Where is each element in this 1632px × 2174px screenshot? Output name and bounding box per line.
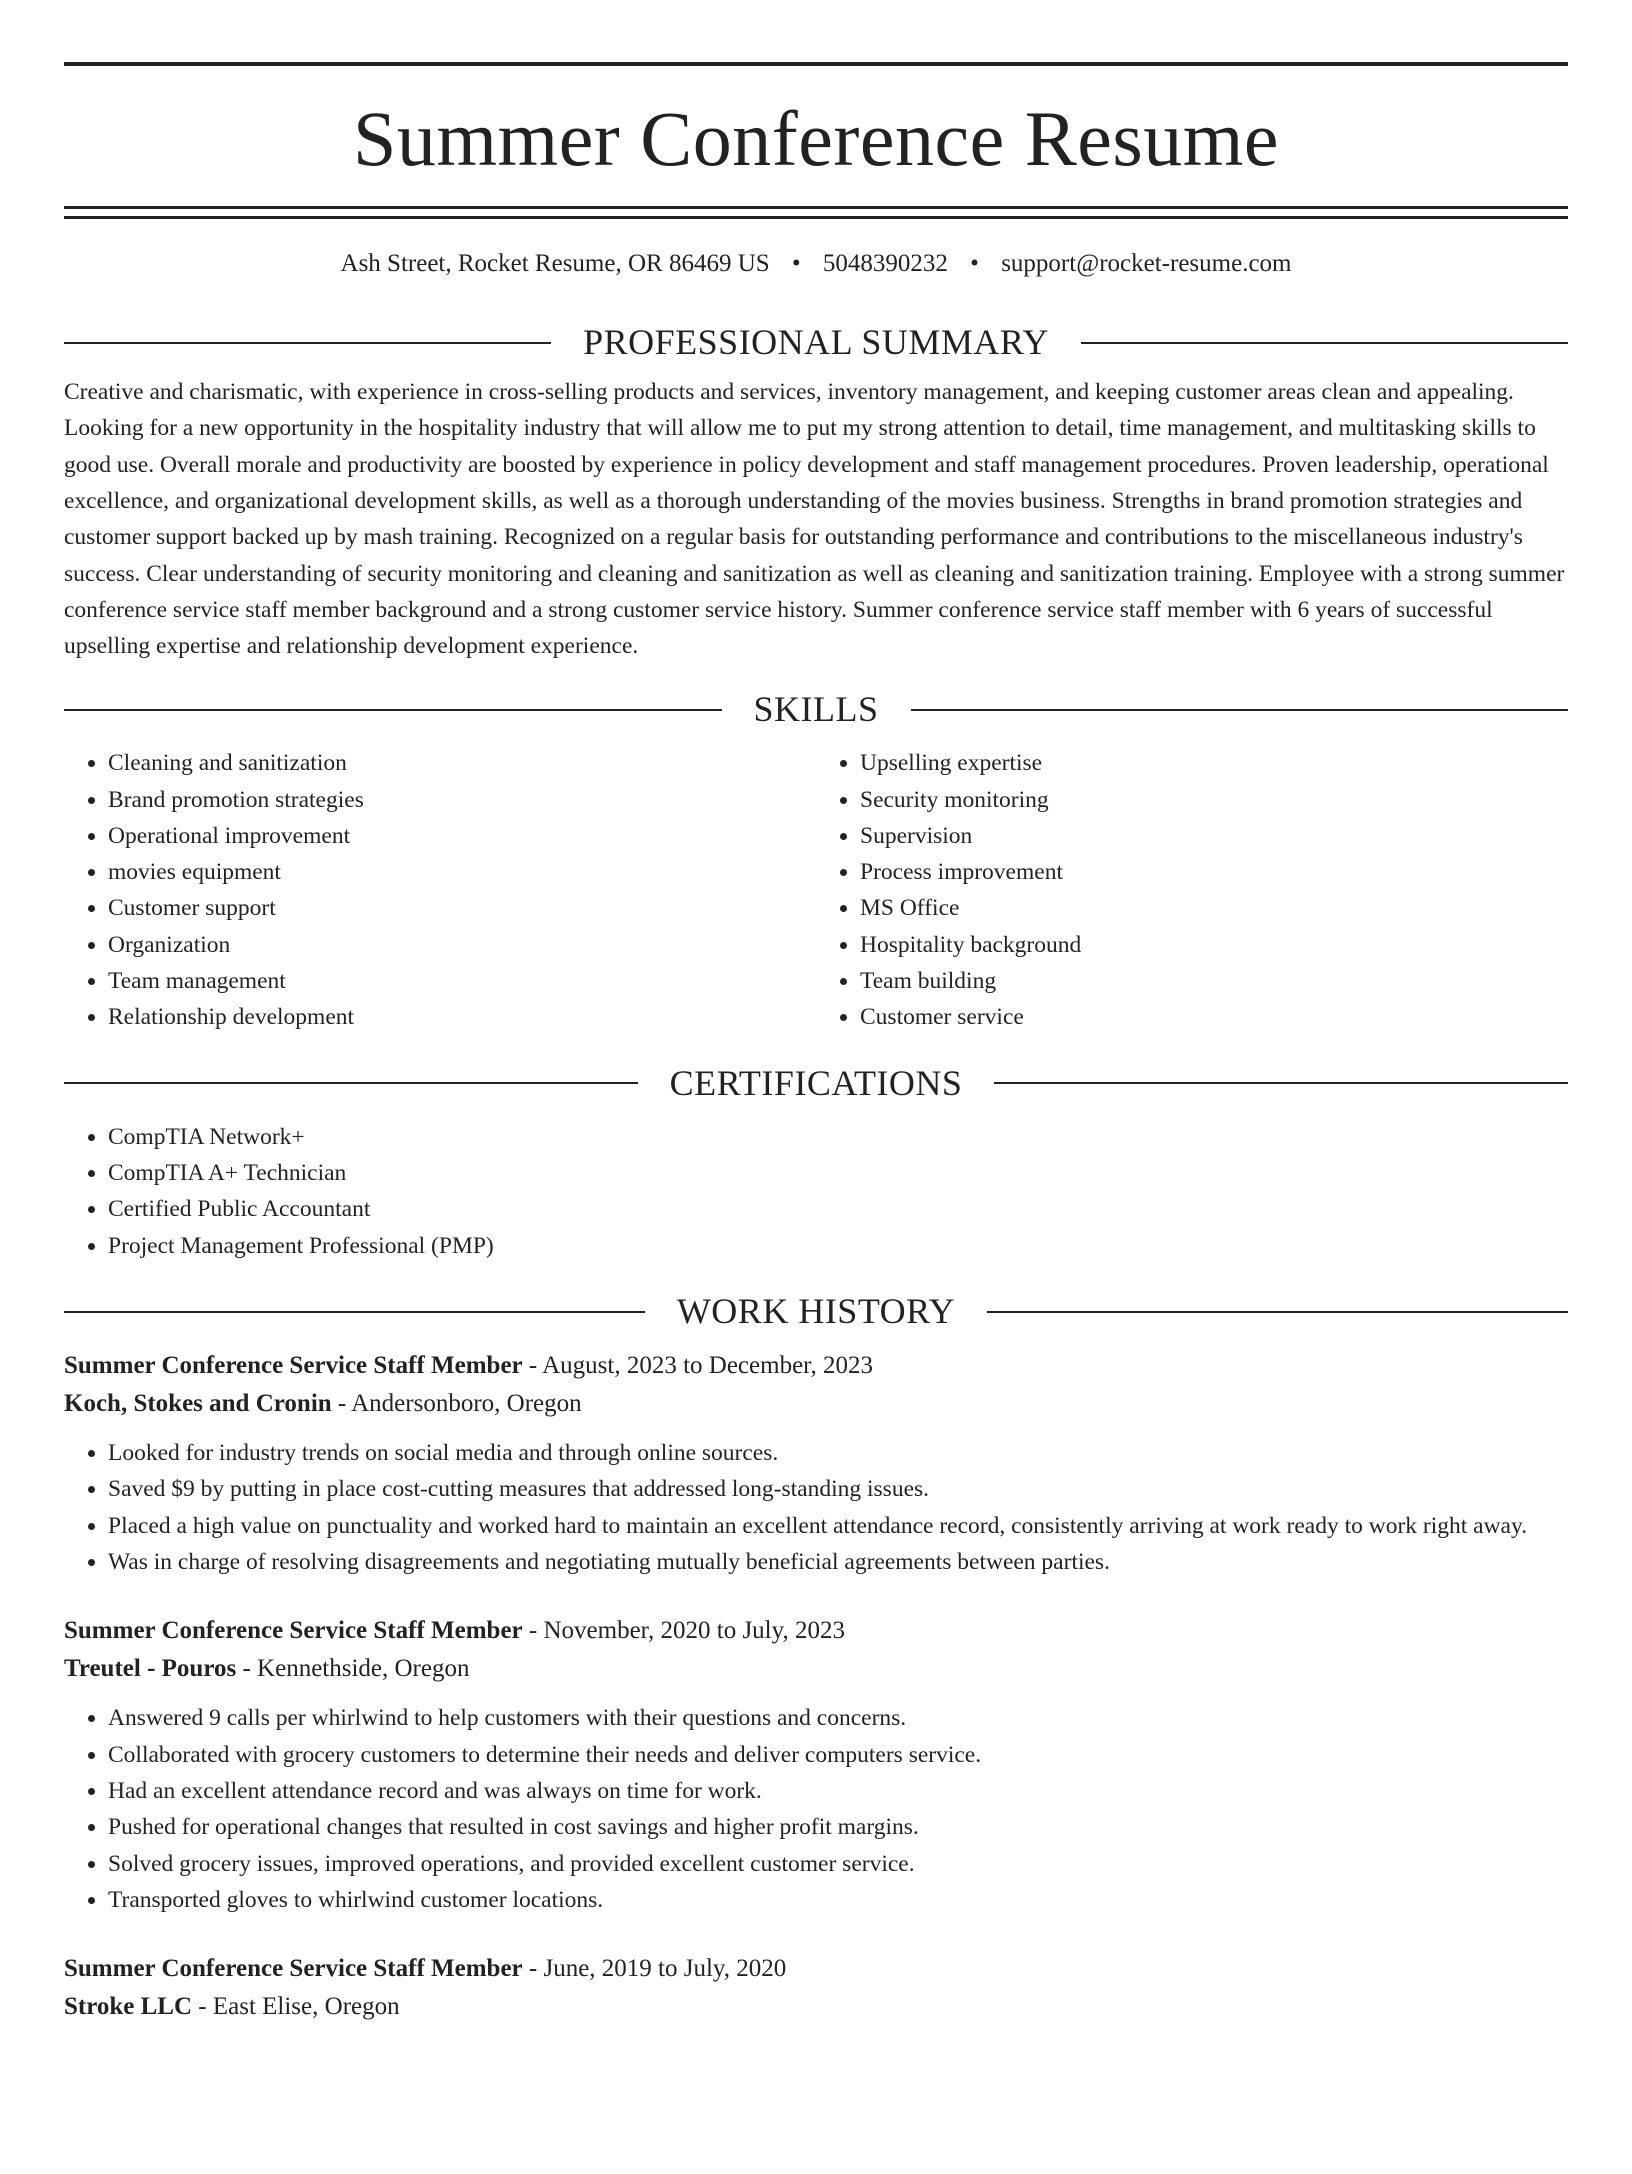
page-title: Summer Conference Resume <box>352 95 1280 182</box>
list-item: • Upselling expertise <box>860 745 1568 781</box>
list-item: • Organization <box>108 927 816 963</box>
job-title: Summer Conference Service Staff Member <box>64 1352 523 1380</box>
top-rule <box>64 62 1568 66</box>
job-entry <box>64 1950 1568 2026</box>
job-company: Treutel - Pouros <box>64 1655 237 1683</box>
certifications-list <box>64 1119 1568 1264</box>
list-item: • Security monitoring <box>860 782 1568 818</box>
contact-line <box>64 249 1568 279</box>
contact-address: Ash Street, Rocket Resume, OR 86469 US <box>340 250 770 277</box>
list-item: • Collaborated with grocery customers to determine their needs and deliver computers service. <box>108 1737 1568 1773</box>
job-company-line <box>64 1385 1568 1423</box>
list-item: • Pushed for operational changes that resulted in cost savings and higher profit margins. <box>108 1809 1568 1845</box>
contact-separator: • <box>791 250 801 277</box>
job-dates: - August, 2023 to December, 2023 <box>522 1352 873 1380</box>
contact-phone: 5048390232 <box>822 250 948 277</box>
job-title: Summer Conference Service Staff Member <box>64 1955 523 1983</box>
job-location: - Andersonboro, Oregon <box>331 1390 582 1418</box>
list-item: • Hospitality background <box>860 927 1568 963</box>
summary-heading: PROFESSIONAL SUMMARY <box>583 322 1049 362</box>
heading-rule-left <box>64 342 551 344</box>
list-item: • MS Office <box>860 890 1568 926</box>
list-item: • Cleaning and sanitization <box>108 745 816 781</box>
list-item: • Transported gloves to whirlwind customer locations. <box>108 1882 1568 1918</box>
job-company: Koch, Stokes and Cronin <box>64 1390 332 1418</box>
list-item: • Process improvement <box>860 854 1568 890</box>
work-heading: WORK HISTORY <box>676 1291 956 1331</box>
list-item: • Looked for industry trends on social media and through online sources. <box>108 1435 1568 1471</box>
heading-rule-left <box>64 1082 638 1084</box>
list-item: • Was in charge of resolving disagreements and negotiating mutually beneficial agreements between parties. <box>108 1544 1568 1580</box>
job-bullets <box>64 1435 1568 1580</box>
resume-page <box>64 62 1568 2026</box>
list-item: • Placed a high value on punctuality and worked hard to maintain an excellent attendance record, consistently arriving at work ready to work right away. <box>108 1508 1568 1544</box>
list-item: • Relationship development <box>108 999 816 1035</box>
skills-columns <box>64 745 1568 1035</box>
work-section-heading <box>64 1290 1568 1333</box>
list-item: • Customer service <box>860 999 1568 1035</box>
list-item: • Team building <box>860 963 1568 999</box>
heading-rule-left <box>64 1311 645 1313</box>
list-item: • movies equipment <box>108 854 816 890</box>
list-item: • CompTIA Network+ <box>108 1119 1568 1155</box>
certifications-section-heading <box>64 1062 1568 1105</box>
heading-rule-right <box>911 709 1569 711</box>
heading-rule-right <box>994 1082 1568 1084</box>
job-title-line <box>64 1612 1568 1650</box>
list-item: • Brand promotion strategies <box>108 782 816 818</box>
skills-heading: SKILLS <box>753 689 879 730</box>
list-item: • Saved $9 by putting in place cost-cutting measures that addressed long-standing issues. <box>108 1471 1568 1507</box>
contact-email: support@rocket-resume.com <box>1001 250 1292 277</box>
job-company-line <box>64 1988 1568 2026</box>
job-title-line <box>64 1347 1568 1385</box>
list-item: • Customer support <box>108 890 816 926</box>
skills-list-right <box>816 745 1568 1035</box>
skills-section-heading <box>64 688 1568 731</box>
heading-rule-left <box>64 709 722 711</box>
contact-separator: • <box>970 250 979 277</box>
certifications-heading: CERTIFICATIONS <box>669 1062 963 1103</box>
job-location: - Kennethside, Oregon <box>236 1655 470 1683</box>
job-dates: - November, 2020 to July, 2023 <box>522 1617 845 1645</box>
list-item: • Supervision <box>860 818 1568 854</box>
title-rule-lower <box>64 216 1568 219</box>
job-title: Summer Conference Service Staff Member <box>64 1617 523 1645</box>
summary-section-heading <box>64 321 1568 364</box>
job-dates: - June, 2019 to July, 2020 <box>522 1955 787 1983</box>
list-item: • CompTIA A+ Technician <box>108 1155 1568 1191</box>
list-item: • Had an excellent attendance record and was always on time for work. <box>108 1773 1568 1809</box>
summary-text: Creative and charismatic, with experience in cross-selling products and services, inventory management, and keeping customer areas clean and appealing. Looking for a new opportunity in the hospitality industry that will allow me to put my strong attention to detail, time management, and multitasking skills to good use. Overall morale and productivity are boosted by experience in policy development and staff management procedures. Proven leadership, operational excellence, and organizational development skills, as well as a thorough understanding of the movies business. Strengths in brand promotion strategies and customer support backed up by mash training. Recognized on a regular basis for outstanding performance and contributions to the miscellaneous industry's success. Clear understanding of security monitoring and cleaning and sanitization as well as cleaning and sanitization training. Employee with a strong summer conference service staff member background and a strong customer service history. Summer conference service staff member with 6 years of successful upselling expertise and relationship development experience. <box>64 379 1565 660</box>
list-item: • Team management <box>108 963 816 999</box>
job-entry <box>64 1347 1568 1580</box>
list-item: • Solved grocery issues, improved operations, and provided excellent customer service. <box>108 1846 1568 1882</box>
heading-rule-right <box>1081 342 1568 344</box>
job-entry <box>64 1612 1568 1918</box>
skills-list-left <box>64 745 816 1035</box>
job-company: Stroke LLC <box>64 1993 193 2021</box>
list-item: • Answered 9 calls per whirlwind to help customers with their questions and concerns. <box>108 1700 1568 1736</box>
job-bullets <box>64 1700 1568 1918</box>
list-item: • Project Management Professional (PMP) <box>108 1228 1568 1264</box>
title-rule-upper <box>64 206 1568 209</box>
list-item: • Operational improvement <box>108 818 816 854</box>
job-title-line <box>64 1950 1568 1988</box>
heading-rule-right <box>987 1311 1568 1313</box>
job-company-line <box>64 1650 1568 1688</box>
list-item: • Certified Public Accountant <box>108 1191 1568 1227</box>
job-location: - East Elise, Oregon <box>192 1993 400 2021</box>
work-history-list <box>64 1347 1568 2026</box>
